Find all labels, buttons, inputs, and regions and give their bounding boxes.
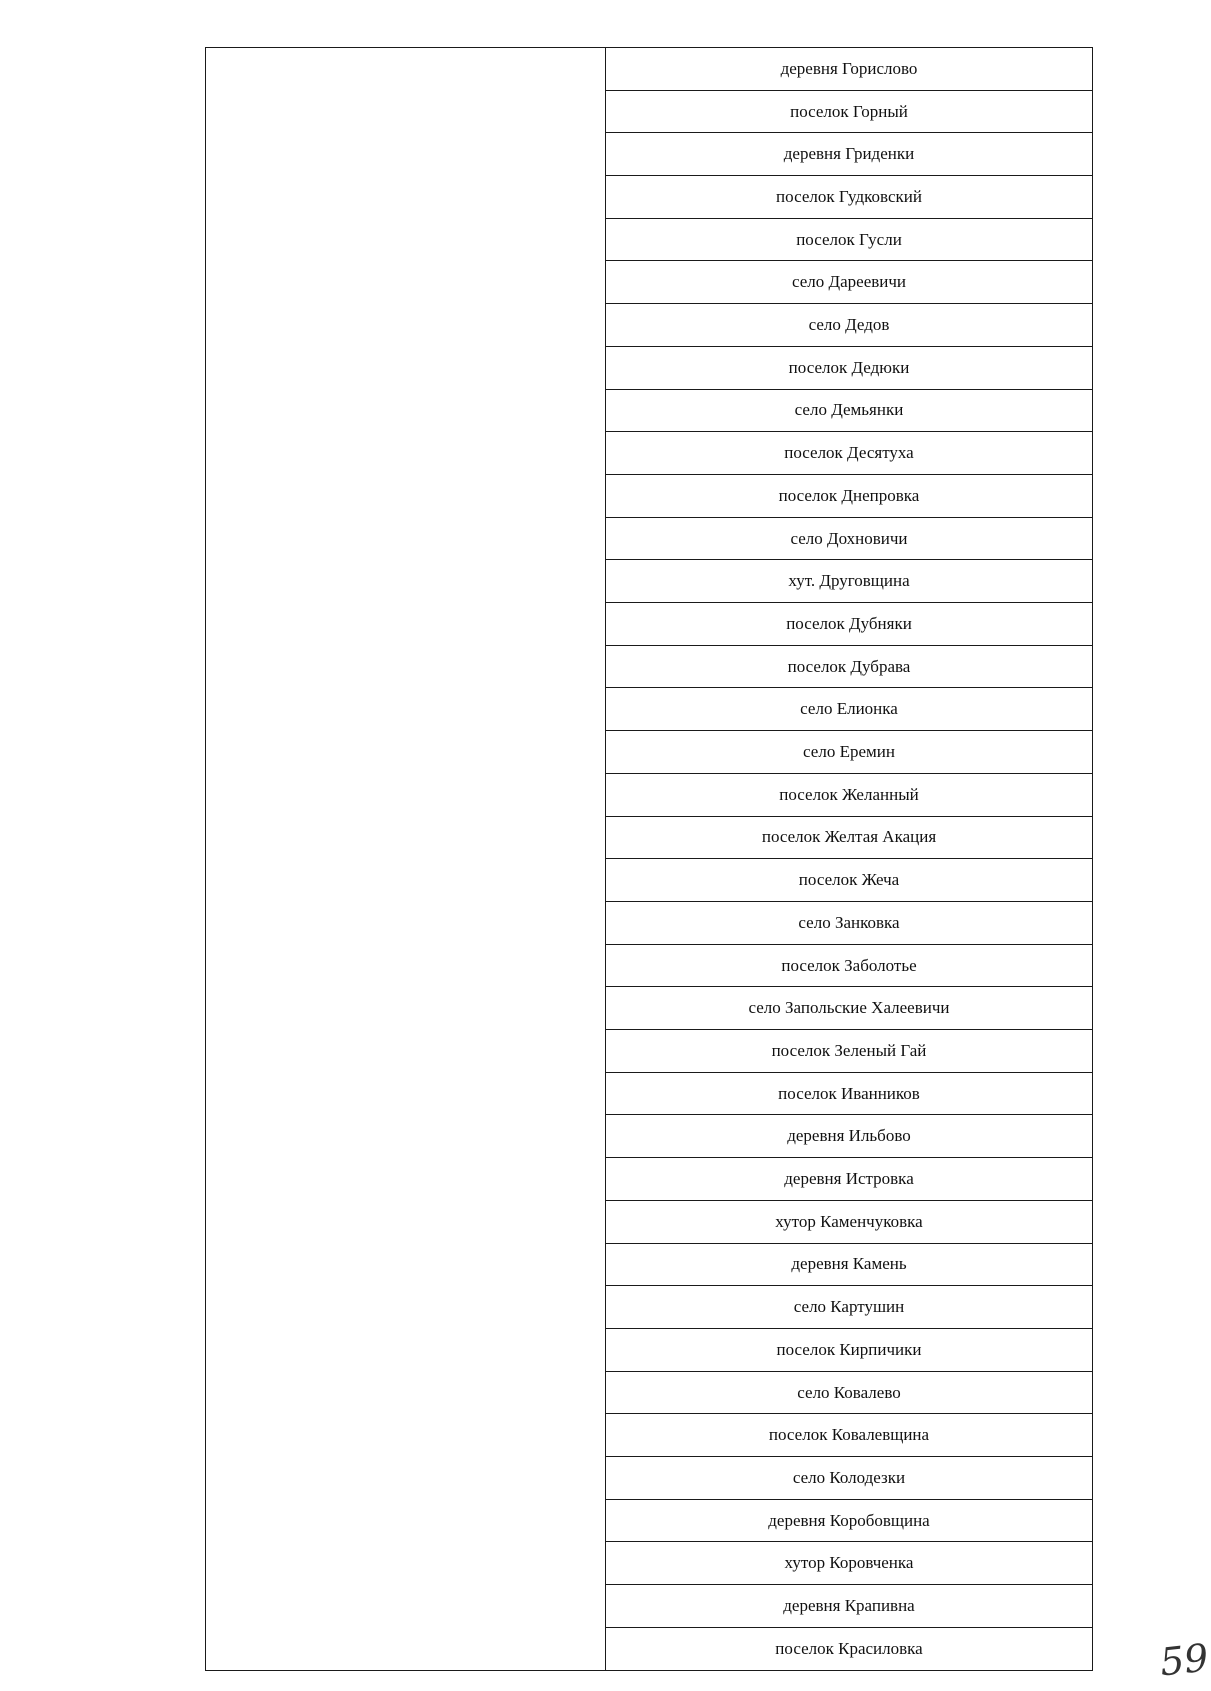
table-left-column (206, 48, 606, 1670)
table-right-column (606, 48, 1092, 1670)
table-row (606, 347, 1092, 390)
settlement-name: деревня Истровка (784, 1169, 914, 1189)
table-row (606, 689, 1092, 732)
settlement-name: поселок Дубрава (787, 656, 911, 676)
settlement-name: поселок Зеленый Гай (771, 1040, 927, 1060)
settlement-name: село Ковалево (797, 1382, 901, 1402)
settlement-name: деревня Гриденки (783, 144, 915, 164)
settlement-name: поселок Гусли (796, 229, 902, 249)
settlement-name: поселок Жеча (798, 870, 900, 890)
settlement-name: село Колодезки (792, 1467, 906, 1487)
settlement-name: поселок Заболотье (781, 955, 917, 975)
settlement-name: поселок Дедюки (788, 357, 910, 377)
table-row (606, 432, 1092, 475)
table-row (606, 1543, 1092, 1586)
settlement-name: поселок Десятуха (784, 443, 914, 463)
settlement-name: село Еремин (803, 742, 895, 762)
table-row (606, 48, 1092, 91)
settlement-name: деревня Камень (791, 1254, 907, 1274)
settlement-name: село Елионка (800, 699, 898, 719)
table-row (606, 731, 1092, 774)
settlement-name: хут. Друговщина (788, 571, 910, 591)
table-row (606, 1116, 1092, 1159)
table-row (606, 560, 1092, 603)
settlement-name: деревня Ильбово (787, 1126, 911, 1146)
table-row (606, 1329, 1092, 1372)
table-row (606, 603, 1092, 646)
table-row (606, 1585, 1092, 1628)
table-row (606, 1500, 1092, 1543)
settlement-name: село Дохновичи (790, 528, 908, 548)
settlement-name: хутор Каменчуковка (775, 1211, 923, 1231)
settlements-table (205, 47, 1093, 1671)
table-row (606, 987, 1092, 1030)
table-row (606, 91, 1092, 134)
settlement-name: деревня Горислово (780, 58, 918, 78)
table-row (606, 475, 1092, 518)
table-row (606, 390, 1092, 433)
table-row (606, 1201, 1092, 1244)
table-row (606, 945, 1092, 988)
table-row (606, 1414, 1092, 1457)
table-row (606, 262, 1092, 305)
settlement-name: поселок Желтая Акация (761, 827, 937, 847)
table-row (606, 1457, 1092, 1500)
table-row (606, 518, 1092, 561)
table-row (606, 859, 1092, 902)
settlement-name: поселок Желанный (779, 784, 919, 804)
settlement-name: поселок Красиловка (775, 1639, 923, 1659)
table-row (606, 1030, 1092, 1073)
settlement-name: село Демьянки (794, 400, 904, 420)
settlement-name: хутор Коровченка (784, 1553, 914, 1573)
table-row (606, 1244, 1092, 1287)
table-row (606, 1628, 1092, 1671)
settlement-name: село Картушин (793, 1297, 905, 1317)
settlement-name: поселок Дубняки (786, 613, 912, 633)
table-row (606, 133, 1092, 176)
table-row (606, 817, 1092, 860)
settlement-name: поселок Гудковский (776, 186, 922, 206)
table-row (606, 1286, 1092, 1329)
settlement-name: поселок Горный (790, 101, 908, 121)
table-row (606, 774, 1092, 817)
settlement-name: поселок Иванников (778, 1083, 920, 1103)
settlement-name: деревня Коробовщина (768, 1510, 930, 1530)
table-row (606, 902, 1092, 945)
settlement-name: село Дедов (808, 315, 890, 335)
settlement-name: деревня Крапивна (783, 1596, 915, 1616)
settlement-name: село Занковка (798, 912, 900, 932)
page-number: 59 (1157, 1635, 1211, 1685)
table-row (606, 1372, 1092, 1415)
settlement-name: поселок Днепровка (778, 485, 920, 505)
table-row (606, 1158, 1092, 1201)
settlement-name: село Запольские Халеевичи (748, 998, 950, 1018)
table-row (606, 176, 1092, 219)
table-row (606, 304, 1092, 347)
table-row (606, 219, 1092, 262)
settlement-name: поселок Ковалевщина (768, 1425, 930, 1445)
settlement-name: село Дареевичи (791, 272, 907, 292)
table-row (606, 646, 1092, 689)
table-row (606, 1073, 1092, 1116)
settlement-name: поселок Кирпичики (776, 1339, 922, 1359)
